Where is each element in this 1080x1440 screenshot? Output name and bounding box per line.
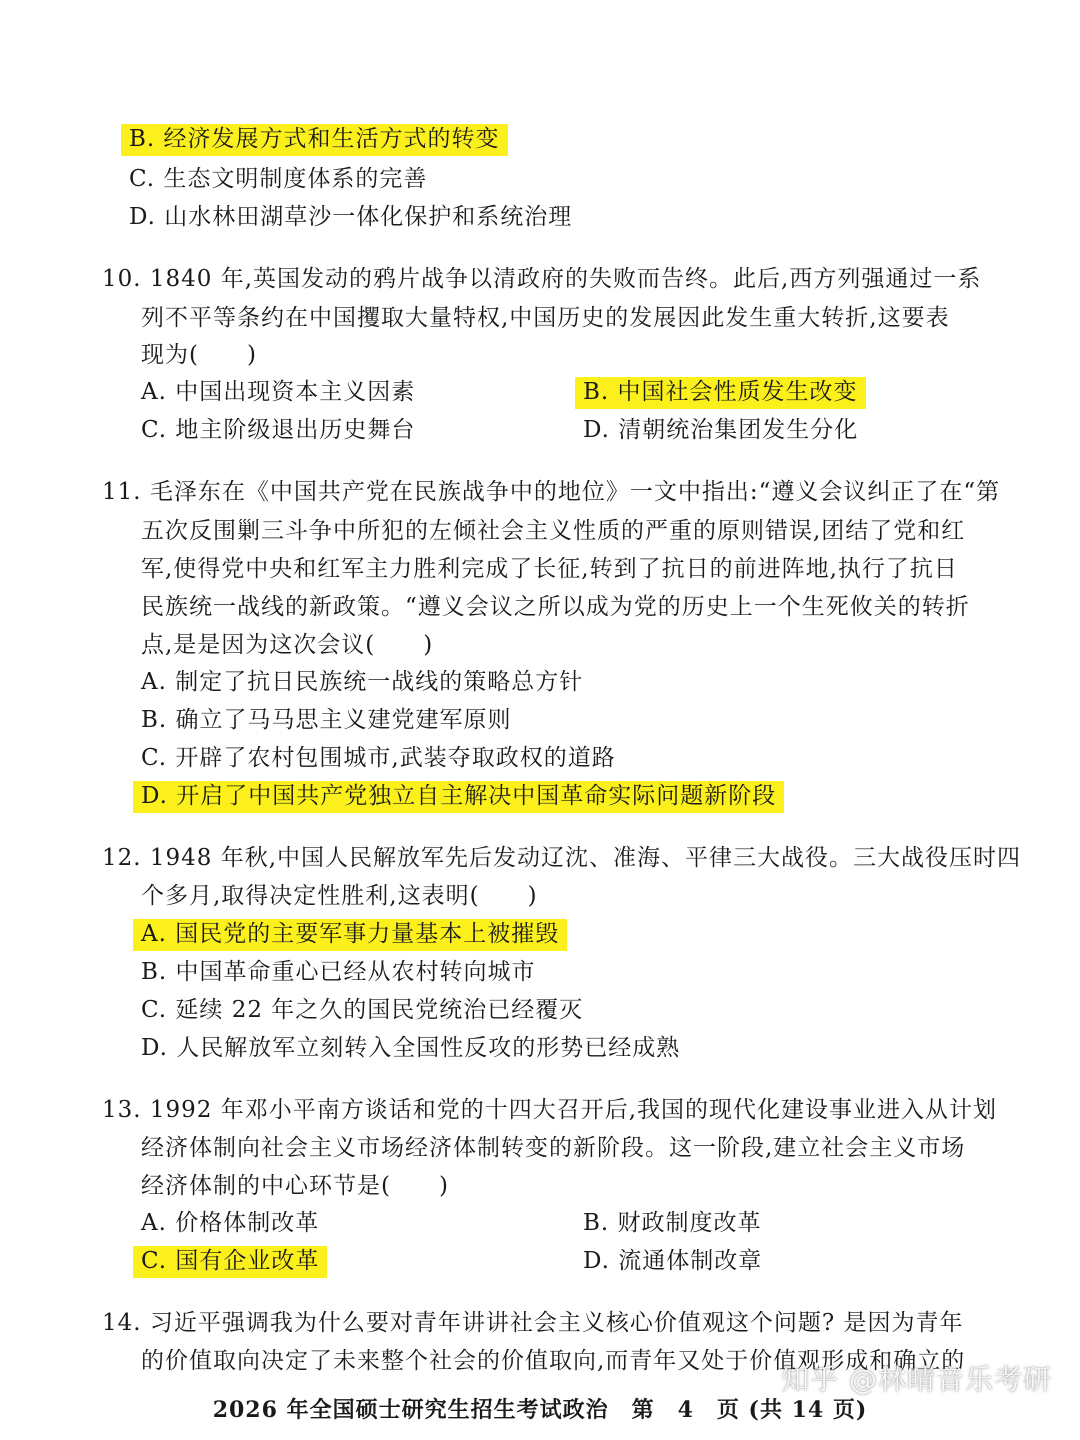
q13-option-d: D. 流通体制改章 [583,1248,763,1274]
q12-option-c: C. 延续 22 年之久的国民党统治已经覆灭 [141,997,584,1023]
q13-stem-line-3: 经济体制的中心环节是( ) [141,1173,449,1199]
q11-stem-line-1: 11. 毛泽东在《中国共产党在民族战争中的地位》一文中指出:“遵义会议纠正了在“第 [102,479,1001,505]
q13-option-c [141,1244,327,1278]
q12-option-d: D. 人民解放军立刻转入全国性反攻的形势已经成熟 [141,1035,681,1061]
q11-stem-line-2: 五次反围剿三斗争中所犯的左倾社会主义性质的严重的原则错误,团结了党和红 [141,518,966,544]
q9-option-d: D. 山水林田湖草沙一体化保护和系统治理 [129,204,573,230]
q11-option-d [141,779,784,813]
answer-highlight: B. 中国社会性质发生改变 [575,377,866,409]
q13-stem-line-1: 13. 1992 年邓小平南方谈话和党的十四大召开后,我国的现代化建设事业进入从计划 [102,1097,998,1123]
q10-stem-line-3: 现为( ) [141,342,257,368]
q10-stem-line-2: 列不平等条约在中国攫取大量特权,中国历史的发展因此发生重大转折,这要表 [141,305,950,331]
q9-option-b [129,122,508,156]
q13-option-a: A. 价格体制改革 [141,1210,320,1236]
answer-highlight: C. 国有企业改革 [133,1246,327,1278]
q11-option-a: A. 制定了抗日民族统一战线的策略总方针 [141,669,584,695]
page-footer: 2026 年全国硕士研究生招生考试政治 第 4 页 (共 14 页) [212,1397,868,1423]
q14-stem-line-1: 14. 习近平强调我为什么要对青年讲讲社会主义核心价值观这个问题? 是因为青年 [102,1310,964,1336]
q11-stem-line-4: 民族统一战线的新政策。“遵义会议之所以成为党的历史上一个生死攸关的转折 [141,594,970,620]
zhihu-watermark: 知乎 @林晴音乐考研 [781,1363,1052,1396]
q12-stem-line-1: 12. 1948 年秋,中国人民解放军先后发动辽沈、准海、平律三大战役。三大战役压时四 [102,845,1022,871]
q10-stem-line-1: 10. 1840 年,英国发动的鸦片战争以清政府的失败而告终。此后,西方列强通过一系 [102,266,982,292]
q10-option-b [583,375,866,409]
q12-option-a [141,917,567,951]
answer-highlight: D. 开启了中国共产党独立自主解决中国革命实际问题新阶段 [133,781,784,813]
q11-stem-line-5: 点,是是因为这次会议( ) [141,632,434,658]
q10-option-a: A. 中国出现资本主义因素 [141,379,416,405]
q11-option-c: C. 开辟了农村包围城市,武装夺取政权的道路 [141,745,616,771]
q10-option-d: D. 清朝统治集团发生分化 [583,417,859,443]
q12-stem-line-2: 个多月,取得决定性胜利,这表明( ) [141,883,538,909]
q12-option-b: B. 中国革命重心已经从农村转向城市 [141,959,536,985]
q11-option-b: B. 确立了马马思主义建党建军原则 [141,707,512,733]
q10-option-c: C. 地主阶级退出历史舞台 [141,417,416,443]
q14-stem-line-2: 的价值取向决定了未来整个社会的价值取向,而青年又处于价值观形成和确立的 [141,1348,966,1374]
answer-highlight: A. 国民党的主要军事力量基本上被摧毁 [133,919,567,951]
q11-stem-line-3: 军,使得党中央和红军主力胜利完成了长征,转到了抗日的前进阵地,执行了抗日 [141,556,958,582]
answer-highlight: B. 经济发展方式和生活方式的转变 [121,124,508,156]
q13-stem-line-2: 经济体制向社会主义市场经济体制转变的新阶段。这一阶段,建立社会主义市场 [141,1135,966,1161]
q9-option-c: C. 生态文明制度体系的完善 [129,166,428,192]
q13-option-b: B. 财政制度改革 [583,1210,762,1236]
